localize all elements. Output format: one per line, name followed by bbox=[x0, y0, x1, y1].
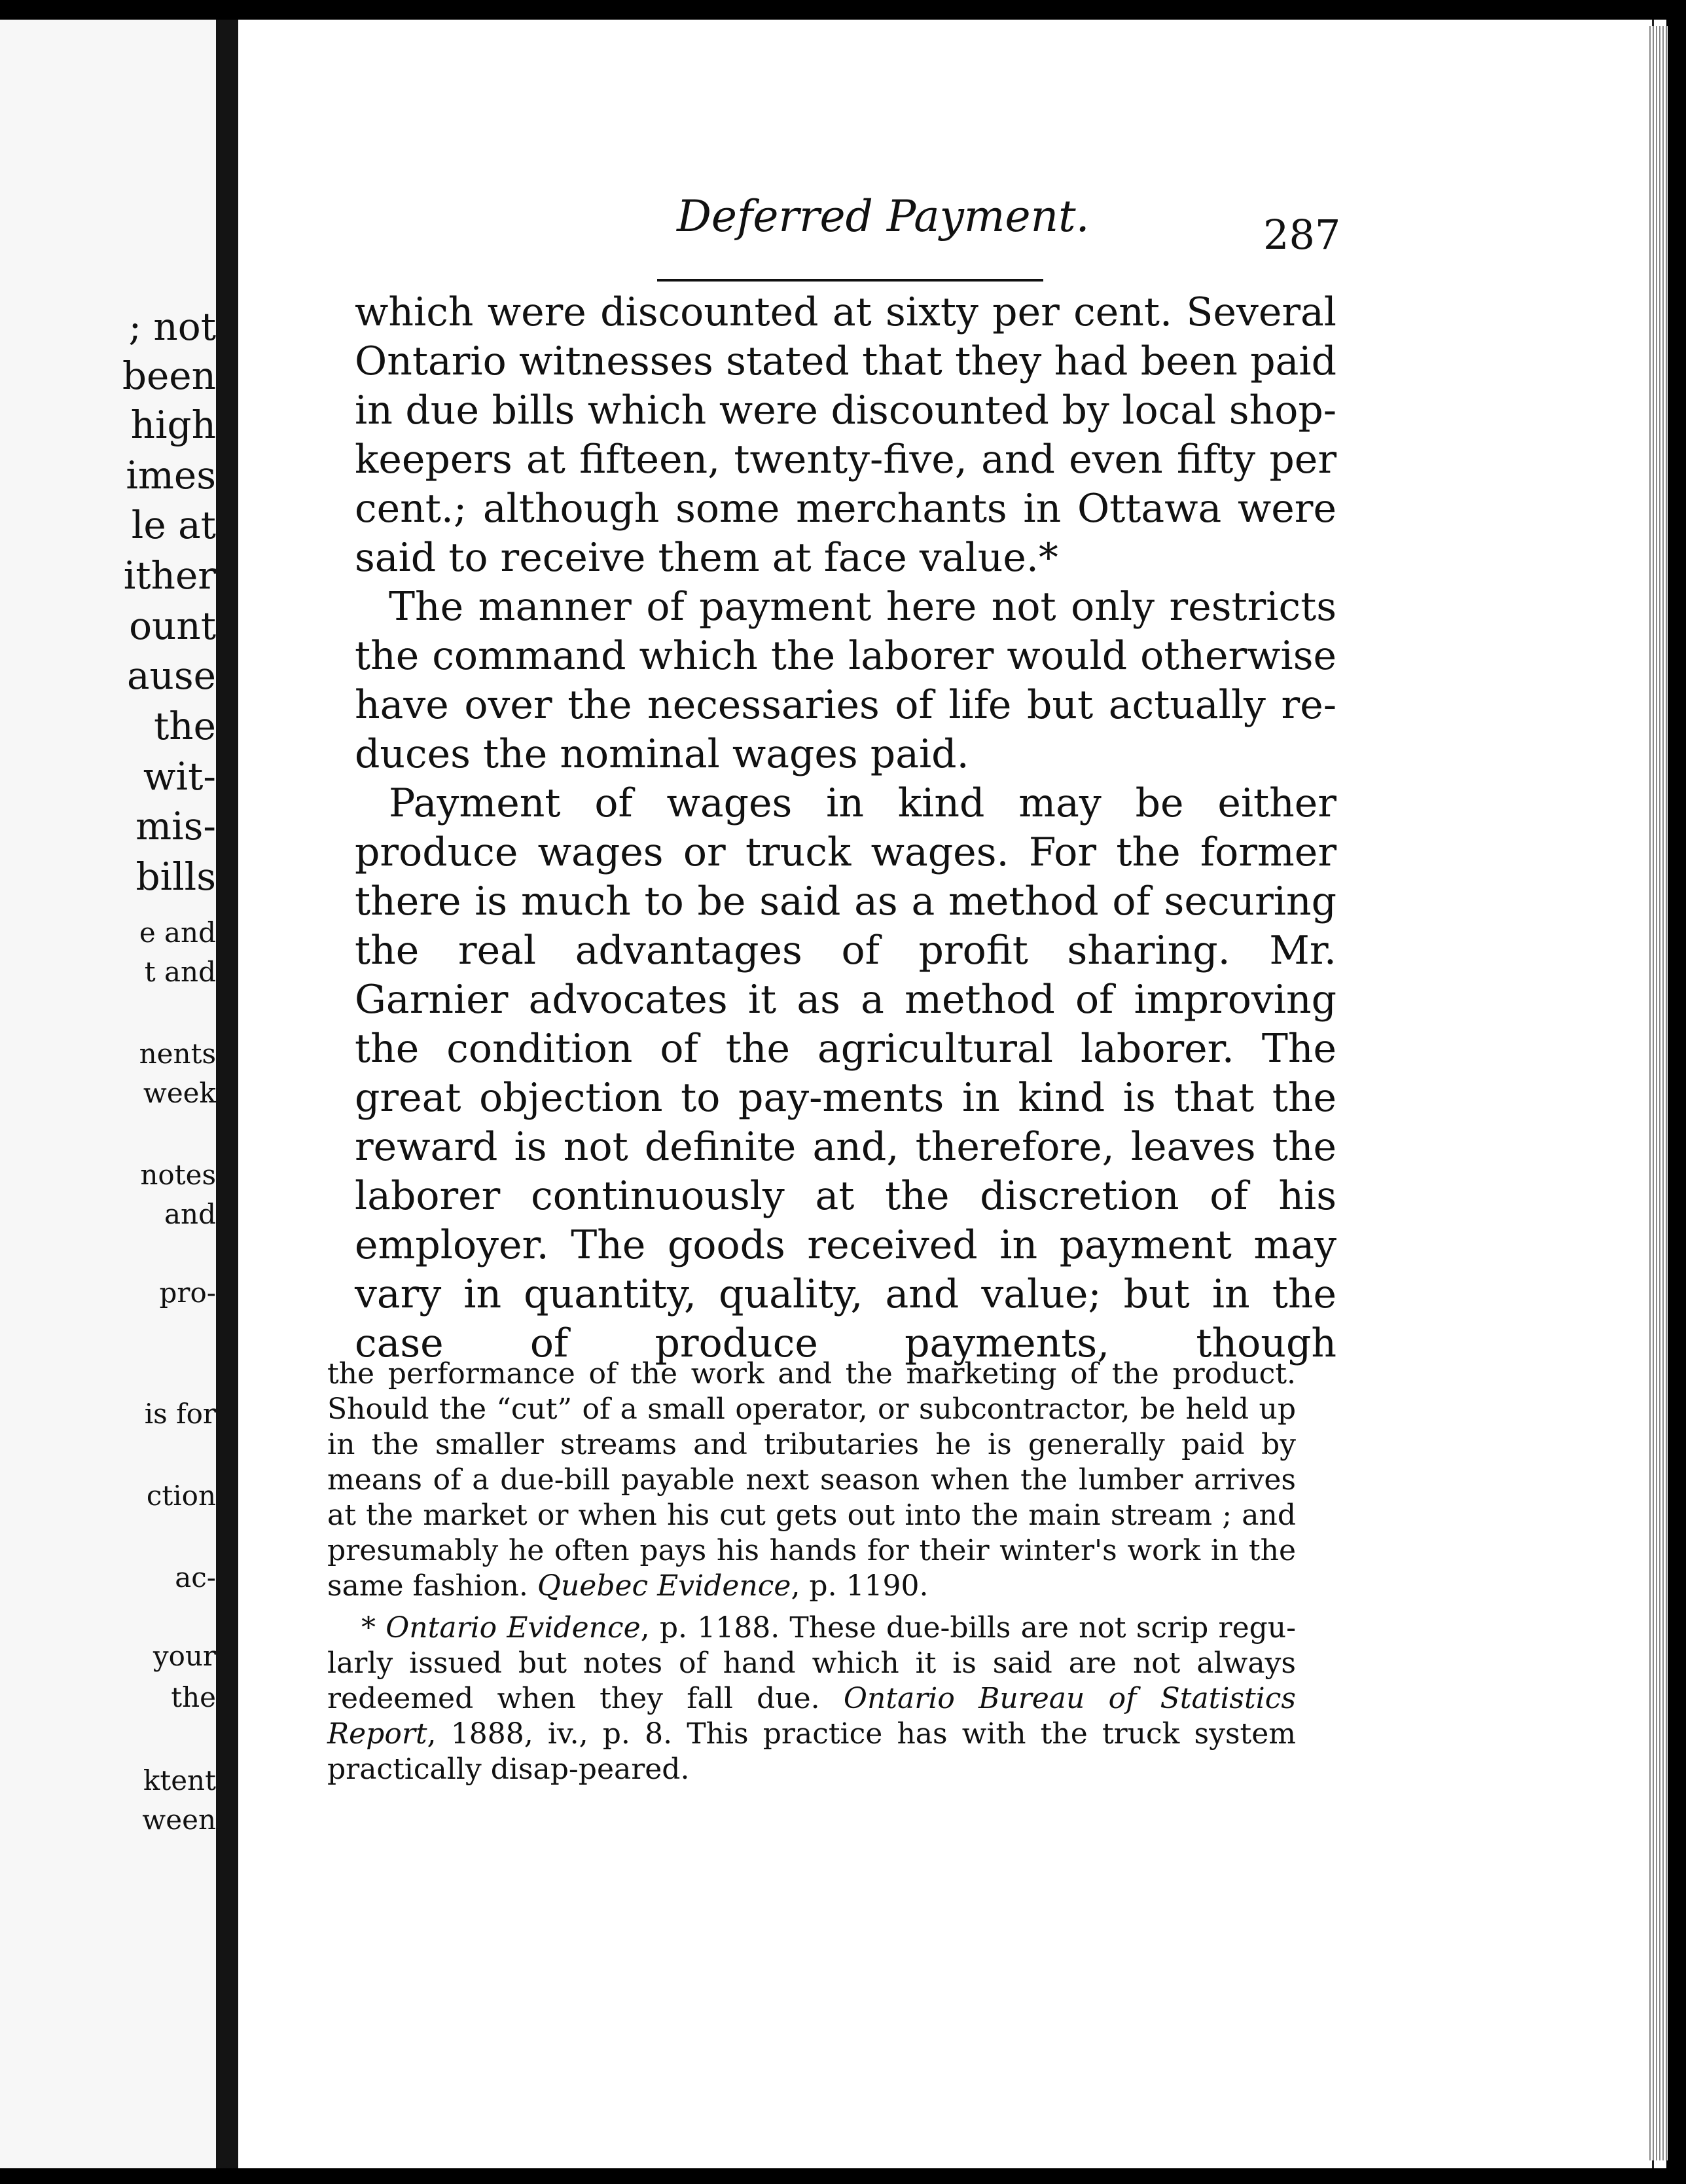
left-page-line-fragment: ction bbox=[146, 1480, 216, 1512]
footnote-1-citation-title: Quebec Evidence bbox=[537, 1569, 791, 1603]
footnotes bbox=[327, 1356, 1296, 1787]
footnote-1-text: the performance of the work and the marketing of the product. Should the “cut” of a small operator, or subcontractor, be held up in the smaller streams and tributaries he is generally paid by means of a due-bill payable next season when the lumber arrives at the market or when his cut gets out into the main stream ; and presumably he often pays his hands for their winter's work in the same fashion. bbox=[327, 1357, 1296, 1603]
paragraph-1: which were discounted at sixty per cent. Several Ontario witnesses stated that they had been paid in due bills which were discounted by local shop-keepers at fifteen, twenty-five, and even fifty per cent.; although some merchants in Ottawa were said to receive them at face value.* bbox=[355, 289, 1336, 581]
left-page-line-fragment: been bbox=[122, 354, 216, 398]
left-page-fragment bbox=[0, 20, 216, 2168]
paragraph-2: The manner of payment here not only restricts the command which the laborer would otherwise have over the necessaries of life but actually re-duces the nominal wages paid. bbox=[355, 584, 1336, 777]
left-page-line-fragment: ause bbox=[126, 653, 216, 698]
left-page-line-fragment: ac- bbox=[175, 1561, 216, 1593]
scan-border-right bbox=[1666, 0, 1686, 2184]
footnote-continuation bbox=[327, 1356, 1296, 1604]
footnote-2-report-title: Ontario Bureau of Statistics Report bbox=[327, 1682, 1296, 1751]
paragraph-3: Payment of wages in kind may be either produce wages or truck wages. For the former there is much to be said as a method of securing the real advantages of profit sharing. Mr. Garnier advocates it as a method of improving the condition of the agricultural laborer. The great objection to pay-ments in kind is that the reward is not definite and, therefore, leaves the laborer continuously at the discretion of his employer. The goods received in payment may vary in quantity, quality, and value; but in the case of produce payments, though bbox=[355, 780, 1336, 1366]
running-head: Deferred Payment. bbox=[677, 191, 1090, 242]
footnote-star bbox=[327, 1611, 1296, 1787]
left-page-line-fragment: high bbox=[130, 403, 216, 447]
header-rule bbox=[657, 279, 1043, 282]
left-page-line-fragment: bills bbox=[135, 854, 216, 899]
left-page-line-fragment: pro- bbox=[159, 1277, 216, 1309]
left-page-line-fragment: is for bbox=[144, 1398, 216, 1430]
left-page-line-fragment: and bbox=[164, 1198, 216, 1230]
left-page-line-fragment: le at bbox=[131, 503, 216, 547]
left-page-line-fragment: notes bbox=[140, 1159, 216, 1191]
left-page-line-fragment: ; not bbox=[128, 304, 216, 349]
left-page-line-fragment: the bbox=[154, 704, 216, 748]
left-page-line-fragment: nents bbox=[139, 1038, 216, 1070]
left-page-line-fragment: e and bbox=[139, 917, 216, 949]
left-page-line-fragment: ktent bbox=[143, 1764, 216, 1796]
book-gutter bbox=[216, 20, 238, 2168]
left-page-line-fragment: ount bbox=[129, 604, 216, 648]
left-page-line-fragment: ither bbox=[123, 553, 216, 598]
body-text bbox=[355, 288, 1336, 1368]
left-page-line-fragment: t and bbox=[144, 956, 216, 988]
footnote-1-citation-page: , p. 1190. bbox=[791, 1569, 929, 1603]
page-number: 287 bbox=[1263, 211, 1341, 259]
left-page-line-fragment: mis- bbox=[135, 804, 216, 848]
left-page-line-fragment: imes bbox=[126, 453, 216, 498]
footnote-2-title: Ontario Evidence bbox=[386, 1611, 641, 1645]
left-page-line-fragment: week bbox=[143, 1077, 216, 1109]
left-page-line-fragment: ween bbox=[142, 1804, 216, 1836]
left-page-line-fragment: your bbox=[152, 1640, 216, 1672]
scan-border-bottom bbox=[0, 2168, 1686, 2184]
left-page-line-fragment: the bbox=[171, 1681, 216, 1713]
scan-border-top bbox=[0, 0, 1686, 20]
left-page-line-fragment: wit- bbox=[143, 754, 216, 799]
footnote-2-text-a: , p. 1188. These due-bills are not scrip regu-larly issued but notes of hand which it is said are not always redeemed when they fall due. bbox=[327, 1611, 1296, 1715]
page-edges bbox=[1649, 26, 1668, 2160]
footnote-2-text-b: , 1888, iv., p. 8. This practice has with the truck system practically disap-peared. bbox=[327, 1717, 1296, 1786]
footnote-2-marker: * bbox=[361, 1611, 376, 1645]
